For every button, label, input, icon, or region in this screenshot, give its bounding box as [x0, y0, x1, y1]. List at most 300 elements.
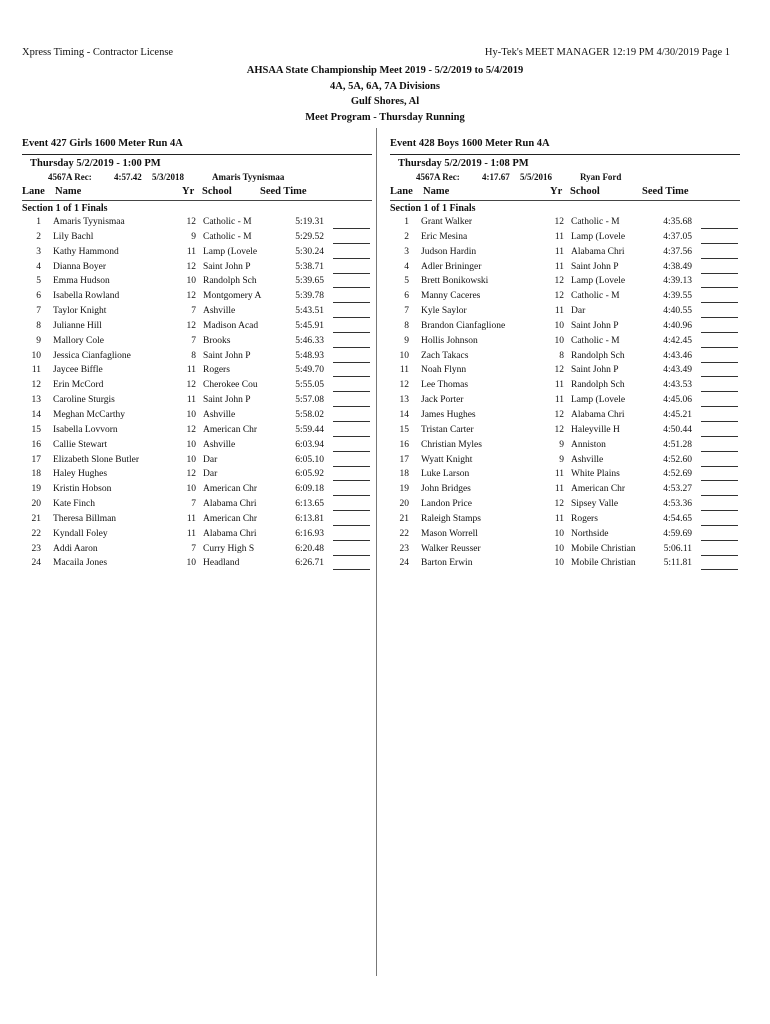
athlete-year: 10 [554, 320, 564, 331]
athlete-school: Alabama Chri [203, 528, 257, 539]
lane-number: 3 [404, 246, 409, 257]
result-blank-line [701, 353, 738, 363]
athlete-year: 11 [186, 513, 196, 524]
seed-time: 6:26.71 [295, 558, 324, 569]
entry-row [390, 321, 740, 336]
athlete-name: Amaris Tyynismaa [53, 217, 125, 227]
seed-time: 4:37.05 [663, 231, 692, 242]
seed-time: 4:43.49 [663, 365, 692, 376]
lane-header: Lane [390, 186, 413, 197]
record-time: 4:17.67 [482, 172, 510, 182]
entry-row [22, 306, 372, 321]
athlete-name: Lily Bachl [53, 231, 94, 242]
athlete-school: Cherokee Cou [203, 380, 258, 391]
seed-time: 4:59.69 [663, 528, 692, 539]
athlete-year: 12 [186, 291, 196, 302]
athlete-name: Landon Price [421, 499, 472, 510]
seed-time: 5:49.70 [295, 365, 324, 376]
seed-time: 5:39.78 [295, 291, 324, 302]
athlete-year: 12 [554, 499, 564, 510]
seed-time: 4:53.27 [663, 484, 692, 495]
athlete-school: Catholic - M [571, 217, 620, 227]
result-blank-line [333, 457, 370, 467]
athlete-name: Hollis Johnson [421, 335, 478, 346]
lane-number: 16 [31, 439, 41, 450]
result-blank-line [333, 427, 370, 437]
seed-time: 5:58.02 [295, 409, 324, 420]
athlete-name: Raleigh Stamps [421, 513, 481, 524]
athlete-year: 11 [554, 246, 564, 257]
lane-number: 22 [399, 528, 409, 539]
lane-header: Lane [22, 186, 45, 197]
record-label: 4567A Rec: [416, 172, 460, 182]
seed-time: 4:52.69 [663, 469, 692, 480]
athlete-year: 10 [554, 528, 564, 539]
result-blank-line [701, 219, 738, 229]
meet-title: AHSAA State Championship Meet 2019 - 5/2/2019 to 5/4/2019 [246, 65, 524, 76]
athlete-year: 9 [559, 439, 564, 450]
athlete-year: 10 [186, 276, 196, 287]
lane-number: 2 [404, 231, 409, 242]
lane-number: 4 [36, 261, 41, 272]
athlete-school: Saint John P [203, 350, 251, 361]
seed-time: 4:51.28 [663, 439, 692, 450]
athlete-year: 12 [554, 424, 564, 435]
seed-time: 4:35.68 [663, 217, 692, 227]
result-blank-line [701, 471, 738, 481]
result-blank-line [701, 382, 738, 392]
seed-time: 5:39.65 [295, 276, 324, 287]
seed-time: 4:38.49 [663, 261, 692, 272]
athlete-name: James Hughes [421, 409, 476, 420]
lane-number: 21 [31, 513, 41, 524]
seed-time: 5:30.24 [295, 246, 324, 257]
result-blank-line [701, 560, 738, 570]
athlete-name: Julianne Hill [53, 320, 102, 331]
athlete-name: Luke Larson [421, 469, 470, 480]
result-blank-line [701, 442, 738, 452]
lane-number: 12 [399, 380, 409, 391]
result-blank-line [333, 264, 370, 274]
lane-number: 23 [399, 543, 409, 554]
athlete-year: 12 [554, 217, 564, 227]
entry-row [390, 514, 740, 529]
athlete-year: 11 [186, 395, 196, 406]
lane-number: 10 [399, 350, 409, 361]
entry-list [22, 217, 372, 573]
athlete-name: Jaycee Biffle [53, 365, 103, 376]
event-title: Event 428 Boys 1600 Meter Run 4A [390, 138, 550, 149]
entry-row [22, 395, 372, 410]
athlete-name: Jack Porter [421, 395, 464, 406]
athlete-name: Elizabeth Slone Butler [53, 454, 140, 465]
entry-row [390, 380, 740, 395]
seed-time: 5:38.71 [295, 261, 324, 272]
athlete-school: Brooks [203, 335, 231, 346]
section-label: Section 1 of 1 Finals [22, 203, 108, 214]
athlete-name: Manny Caceres [421, 291, 481, 302]
entry-row [390, 247, 740, 262]
column-headers [390, 186, 740, 201]
entry-row [390, 395, 740, 410]
event-session: Thursday 5/2/2019 - 1:00 PM [30, 158, 161, 169]
entry-row [390, 217, 740, 232]
athlete-name: Dianna Boyer [53, 261, 107, 272]
lane-number: 14 [399, 409, 409, 420]
result-blank-line [333, 249, 370, 259]
lane-number: 11 [399, 365, 409, 376]
lane-number: 24 [31, 558, 41, 569]
athlete-school: Saint John P [203, 395, 251, 406]
athlete-name: Mason Worrell [421, 528, 478, 539]
entry-row [22, 558, 372, 573]
result-blank-line [701, 486, 738, 496]
entry-row [22, 484, 372, 499]
result-blank-line [701, 427, 738, 437]
seed-time: 6:13.81 [295, 513, 324, 524]
athlete-name: Meghan McCarthy [53, 409, 126, 420]
athlete-school: Lamp (Lovele [571, 276, 626, 287]
result-blank-line [701, 323, 738, 333]
athlete-year: 10 [554, 543, 564, 554]
result-blank-line [701, 367, 738, 377]
athlete-school: Catholic - M [203, 231, 252, 242]
athlete-year: 11 [554, 469, 564, 480]
athlete-year: 10 [186, 454, 196, 465]
seed-time: 6:05.10 [295, 454, 324, 465]
athlete-school: Saint John P [571, 365, 619, 376]
lane-number: 5 [36, 276, 41, 287]
athlete-year: 12 [554, 409, 564, 420]
event-rule [22, 154, 372, 155]
athlete-name: Christian Myles [421, 439, 482, 450]
athlete-name: Callie Stewart [53, 439, 108, 450]
athlete-school: White Plains [571, 469, 620, 480]
athlete-school: Ashville [203, 439, 236, 450]
lane-number: 18 [31, 469, 41, 480]
seed-time: 4:40.55 [663, 306, 692, 317]
lane-number: 6 [36, 291, 41, 302]
lane-number: 21 [399, 513, 409, 524]
lane-number: 24 [399, 558, 409, 569]
result-blank-line [333, 442, 370, 452]
entry-row [390, 558, 740, 573]
entry-row [22, 262, 372, 277]
lane-number: 19 [31, 484, 41, 495]
lane-number: 11 [31, 365, 41, 376]
seed-time: 5:29.52 [295, 231, 324, 242]
athlete-name: Walker Reusser [421, 543, 481, 554]
seed-time: 4:37.56 [663, 246, 692, 257]
lane-number: 20 [31, 499, 41, 510]
result-blank-line [701, 397, 738, 407]
athlete-year: 9 [559, 454, 564, 465]
athlete-year: 12 [186, 261, 196, 272]
athlete-school: Northside [571, 528, 609, 539]
result-blank-line [701, 264, 738, 274]
seed-time: 6:03.94 [295, 439, 324, 450]
result-blank-line [333, 560, 370, 570]
athlete-year: 10 [186, 484, 196, 495]
seed-time: 4:39.13 [663, 276, 692, 287]
event-title: Event 427 Girls 1600 Meter Run 4A [22, 138, 183, 149]
meet-program-title: Meet Program - Thursday Running [305, 111, 465, 123]
result-blank-line [333, 486, 370, 496]
athlete-name: Kate Finch [53, 499, 95, 510]
seed-time: 6:05.92 [295, 469, 324, 480]
athlete-year: 7 [191, 306, 196, 317]
page-header-left: Xpress Timing - Contractor License [22, 47, 174, 58]
athlete-name: Taylor Knight [53, 306, 107, 317]
result-blank-line [701, 234, 738, 244]
athlete-year: 10 [186, 409, 196, 420]
athlete-year: 8 [191, 350, 196, 361]
result-blank-line [333, 501, 370, 511]
athlete-name: Isabella Lovvorn [53, 424, 118, 435]
athlete-school: Randolph Sch [571, 350, 625, 361]
athlete-school: Lamp (Lovele [203, 246, 258, 257]
seed-time: 5:55.05 [295, 380, 324, 391]
athlete-name: Noah Flynn [421, 365, 467, 376]
athlete-year: 10 [186, 558, 196, 569]
seed-time: 4:43.53 [663, 380, 692, 391]
column-divider [376, 128, 377, 976]
school-header: School [202, 186, 232, 197]
entry-row [22, 232, 372, 247]
entry-row [22, 425, 372, 440]
seed-time: 6:20.48 [295, 543, 324, 554]
athlete-year: 9 [191, 231, 196, 242]
entry-row [22, 380, 372, 395]
yr-header: Yr [182, 186, 195, 197]
result-blank-line [701, 516, 738, 526]
result-blank-line [333, 338, 370, 348]
lane-number: 8 [404, 320, 409, 331]
event-session: Thursday 5/2/2019 - 1:08 PM [398, 158, 529, 169]
entry-row [22, 365, 372, 380]
entry-row [390, 262, 740, 277]
result-blank-line [333, 308, 370, 318]
entry-row [390, 440, 740, 455]
seed-time: 6:13.65 [295, 499, 324, 510]
result-blank-line [701, 412, 738, 422]
entry-row [390, 232, 740, 247]
athlete-name: Caroline Sturgis [53, 395, 115, 406]
lane-number: 13 [31, 395, 41, 406]
entry-row [22, 514, 372, 529]
athlete-year: 12 [186, 469, 196, 480]
lane-number: 1 [404, 217, 409, 227]
athlete-school: Saint John P [203, 261, 251, 272]
athlete-year: 11 [554, 231, 564, 242]
lane-number: 7 [36, 306, 41, 317]
entry-row [22, 440, 372, 455]
athlete-school: Mobile Christian [571, 558, 636, 569]
entry-row [22, 529, 372, 544]
athlete-year: 11 [554, 484, 564, 495]
athlete-year: 11 [186, 365, 196, 376]
seed-time: 5:19.31 [295, 217, 324, 227]
lane-number: 19 [399, 484, 409, 495]
athlete-name: Zach Takacs [421, 350, 469, 361]
seed-time: 5:06.11 [663, 543, 692, 554]
seed-header: Seed Time [260, 186, 307, 197]
athlete-school: Mobile Christian [571, 543, 636, 554]
athlete-year: 12 [186, 424, 196, 435]
athlete-year: 7 [191, 499, 196, 510]
seed-time: 4:52.60 [663, 454, 692, 465]
record-date: 5/5/2016 [520, 172, 553, 182]
lane-number: 15 [399, 424, 409, 435]
entry-row [390, 291, 740, 306]
entry-row [22, 321, 372, 336]
result-blank-line [701, 457, 738, 467]
athlete-year: 12 [186, 217, 196, 227]
entry-row [390, 499, 740, 514]
athlete-school: Haleyville H [571, 424, 620, 435]
entry-list [390, 217, 740, 573]
seed-time: 4:53.36 [663, 499, 692, 510]
event-428-column [390, 138, 740, 573]
result-blank-line [701, 293, 738, 303]
lane-number: 14 [31, 409, 41, 420]
lane-number: 1 [36, 217, 41, 227]
result-blank-line [701, 546, 738, 556]
athlete-school: Rogers [571, 513, 598, 524]
athlete-name: Barton Erwin [421, 558, 473, 569]
athlete-school: Catholic - M [571, 291, 620, 302]
athlete-name: Erin McCord [53, 380, 104, 391]
athlete-name: Grant Walker [421, 217, 473, 227]
athlete-school: American Chr [571, 484, 626, 495]
athlete-year: 11 [554, 380, 564, 391]
athlete-year: 12 [186, 320, 196, 331]
athlete-school: Ashville [203, 409, 236, 420]
athlete-name: Jessica Cianfaglione [53, 350, 131, 361]
lane-number: 15 [31, 424, 41, 435]
athlete-school: Catholic - M [571, 335, 620, 346]
seed-time: 4:43.46 [663, 350, 692, 361]
entry-row [390, 276, 740, 291]
entry-row [390, 484, 740, 499]
athlete-school: Montgomery A [203, 291, 262, 302]
athlete-name: Mallory Cole [53, 335, 104, 346]
athlete-name: Theresa Billman [53, 513, 117, 524]
athlete-year: 11 [554, 395, 564, 406]
athlete-year: 11 [554, 513, 564, 524]
entry-row [390, 336, 740, 351]
athlete-name: Brandon Cianfaglione [421, 320, 506, 331]
athlete-year: 8 [559, 350, 564, 361]
athlete-year: 7 [191, 543, 196, 554]
record-holder: Amaris Tyynismaa [212, 172, 285, 182]
athlete-school: Rogers [203, 365, 230, 376]
lane-number: 18 [399, 469, 409, 480]
meet-titles [0, 63, 770, 125]
athlete-year: 12 [554, 365, 564, 376]
result-blank-line [333, 546, 370, 556]
entry-row [390, 351, 740, 366]
result-blank-line [333, 323, 370, 333]
athlete-school: Anniston [571, 439, 606, 450]
lane-number: 6 [404, 291, 409, 302]
record-holder: Ryan Ford [580, 172, 622, 182]
result-blank-line [333, 293, 370, 303]
athlete-name: Kyndall Foley [53, 528, 108, 539]
event-rule [390, 154, 740, 155]
lane-number: 4 [404, 261, 409, 272]
athlete-school: Alabama Chri [571, 246, 625, 257]
entry-row [22, 469, 372, 484]
lane-number: 9 [36, 335, 41, 346]
name-header: Name [55, 186, 82, 197]
entry-row [22, 247, 372, 262]
seed-time: 4:45.21 [663, 409, 692, 420]
seed-time: 6:16.93 [295, 528, 324, 539]
entry-row [22, 351, 372, 366]
event-record [22, 172, 372, 184]
athlete-name: Wyatt Knight [421, 454, 473, 465]
athlete-school: Ashville [203, 306, 236, 317]
athlete-year: 12 [554, 276, 564, 287]
entry-row [22, 499, 372, 514]
lane-number: 13 [399, 395, 409, 406]
result-blank-line [701, 249, 738, 259]
seed-time: 5:11.81 [663, 558, 692, 569]
event-427-column [22, 138, 372, 573]
result-blank-line [701, 278, 738, 288]
lane-number: 22 [31, 528, 41, 539]
athlete-name: Kyle Saylor [421, 306, 467, 317]
athlete-year: 10 [554, 558, 564, 569]
entry-row [22, 410, 372, 425]
athlete-school: Lamp (Lovele [571, 395, 626, 406]
lane-number: 9 [404, 335, 409, 346]
meet-location: Gulf Shores, Al [350, 96, 420, 107]
athlete-school: Alabama Chri [571, 409, 625, 420]
entry-row [390, 455, 740, 470]
entry-row [22, 455, 372, 470]
lane-number: 2 [36, 231, 41, 242]
seed-time: 5:57.08 [295, 395, 324, 406]
athlete-school: Randolph Sch [571, 380, 625, 391]
record-date: 5/3/2018 [152, 172, 185, 182]
athlete-year: 10 [554, 335, 564, 346]
entry-row [390, 306, 740, 321]
athlete-school: Dar [203, 454, 218, 465]
athlete-name: Eric Mesina [421, 231, 468, 242]
athlete-year: 11 [186, 528, 196, 539]
lane-number: 17 [31, 454, 41, 465]
athlete-school: Saint John P [571, 320, 619, 331]
athlete-school: American Chr [203, 484, 258, 495]
athlete-year: 7 [191, 335, 196, 346]
athlete-name: Lee Thomas [421, 380, 469, 391]
result-blank-line [333, 412, 370, 422]
athlete-year: 12 [186, 380, 196, 391]
entry-row [390, 529, 740, 544]
athlete-name: Brett Bonikowski [421, 276, 489, 287]
result-blank-line [701, 308, 738, 318]
result-blank-line [333, 516, 370, 526]
entry-row [22, 276, 372, 291]
column-headers [22, 186, 372, 201]
athlete-name: Kristin Hobson [53, 484, 112, 495]
athlete-school: Headland [203, 558, 240, 569]
result-blank-line [701, 531, 738, 541]
seed-time: 4:39.55 [663, 291, 692, 302]
seed-time: 5:48.93 [295, 350, 324, 361]
